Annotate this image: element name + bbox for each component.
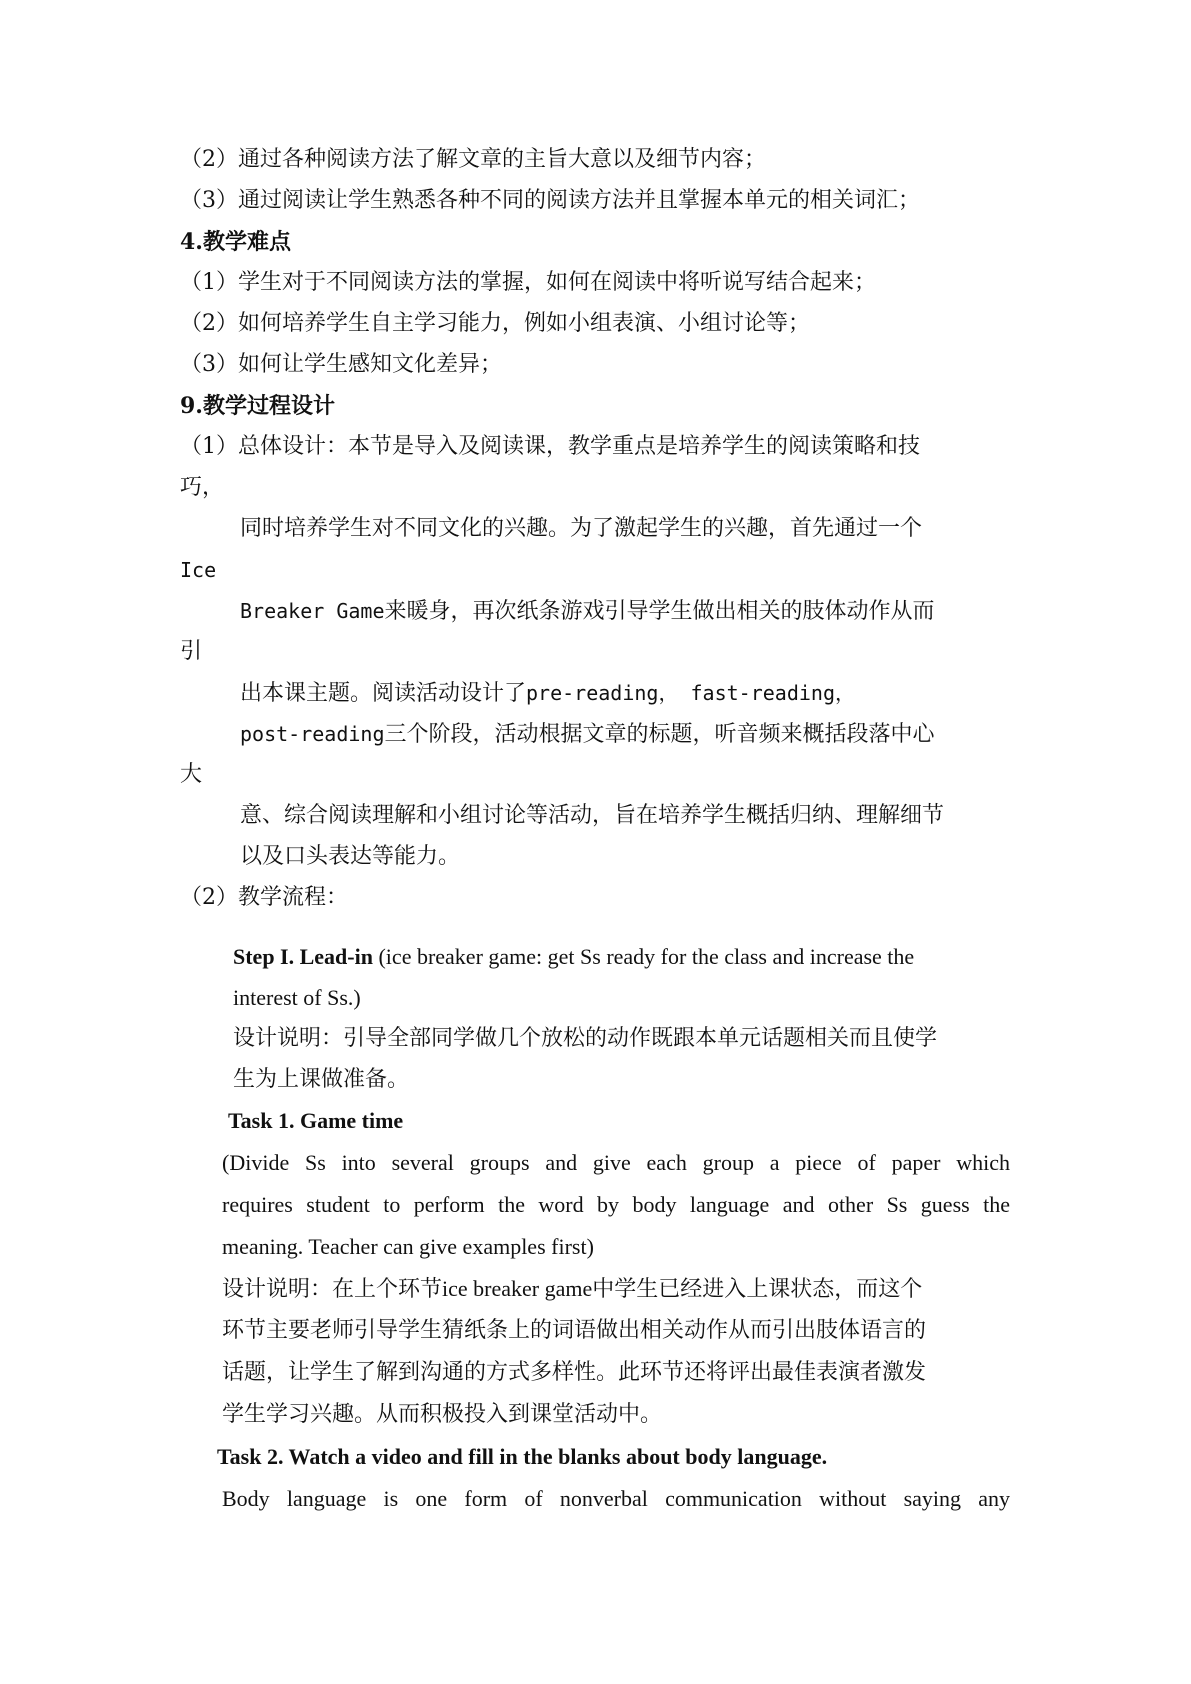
overall-design-line-5: post-reading三个阶段，活动根据文章的标题，听音频来概括段落中心 <box>240 722 935 747</box>
objective-item-3: （3）通过阅读让学生熟悉各种不同的阅读方法并且掌握本单元的相关词汇； <box>180 188 920 213</box>
overall-design-line-1-wrap: 巧， <box>180 475 225 500</box>
task-2-title: Task 2. Watch a video and fill in the blanks about body language. <box>217 1444 828 1469</box>
task-1-note-line-3: 话题，让学生了解到沟通的方式多样性。此环节还将评出最佳表演者激发 <box>222 1360 927 1385</box>
step-1-note-line-2: 生为上课做准备。 <box>233 1067 410 1092</box>
overall-design-line-7: 以及口头表达等能力。 <box>240 844 461 869</box>
task-1-title: Task 1. Game time <box>228 1108 404 1133</box>
overall-design-line-3: Breaker Game来暖身，再次纸条游戏引导学生做出相关的肢体动作从而 <box>240 599 935 624</box>
difficulty-item-1: （1）学生对于不同阅读方法的掌握，如何在阅读中将听说写结合起来； <box>180 270 876 295</box>
step-1-line-1: Step I. Lead-in (ice breaker game: get Ss ready for the class and increase the <box>233 944 915 969</box>
task-2-line-1: Body language is one form of nonverbal communication without saying any <box>222 1486 1010 1511</box>
section-heading-process: 9.教学过程设计 <box>180 393 335 419</box>
step-1-line-2: interest of Ss.) <box>233 985 361 1010</box>
teaching-flow-label: （2）教学流程： <box>180 885 348 910</box>
difficulty-item-3: （3）如何让学生感知文化差异； <box>180 352 502 377</box>
overall-design-line-2-wrap: Ice <box>180 558 217 582</box>
task-1-note-line-1: 设计说明：在上个环节ice breaker game中学生已经进入上课状态，而这个 <box>222 1276 923 1302</box>
overall-design-line-4: 出本课主题。阅读活动设计了pre-reading， fast-reading， <box>240 681 855 706</box>
overall-design-line-3-wrap: 引 <box>180 639 203 664</box>
reading-stages-terms: pre-reading， fast-reading， <box>526 681 855 705</box>
task-1-line-1: (Divide Ss into several groups and give each group a piece of paper which <box>222 1150 1010 1175</box>
overall-design-line-1: （1）总体设计：本节是导入及阅读课，教学重点是培养学生的阅读策略和技 <box>180 434 920 459</box>
ice-breaker-game-term-2: ice breaker game <box>442 1276 593 1301</box>
overall-design-line-5-wrap: 大 <box>180 762 203 787</box>
section-heading-difficulties: 4.教学难点 <box>180 229 291 255</box>
step-1-note-line-1: 设计说明：引导全部同学做几个放松的动作既跟本单元话题相关而且使学 <box>233 1026 938 1051</box>
overall-design-line-6: 意、综合阅读理解和小组讨论等活动，旨在培养学生概括归纳、理解细节 <box>240 803 945 828</box>
ice-breaker-game-term: Breaker Game <box>240 599 385 623</box>
task-1-note-line-2: 环节主要老师引导学生猜纸条上的词语做出相关动作从而引出肢体语言的 <box>222 1318 927 1343</box>
overall-design-line-2: 同时培养学生对不同文化的兴趣。为了激起学生的兴趣，首先通过一个 <box>240 516 923 541</box>
task-1-line-2: requires student to perform the word by body language and other Ss guess the <box>222 1192 1010 1217</box>
post-reading-term: post-reading <box>240 722 385 746</box>
difficulty-item-2: （2）如何培养学生自主学习能力，例如小组表演、小组讨论等； <box>180 311 810 336</box>
task-1-line-3: meaning. Teacher can give examples first) <box>222 1234 594 1259</box>
step-1-title: Step I. Lead-in <box>233 944 373 969</box>
objective-item-2: （2）通过各种阅读方法了解文章的主旨大意以及细节内容； <box>180 147 766 172</box>
task-1-note-line-4: 学生学习兴趣。从而积极投入到课堂活动中。 <box>222 1402 663 1427</box>
